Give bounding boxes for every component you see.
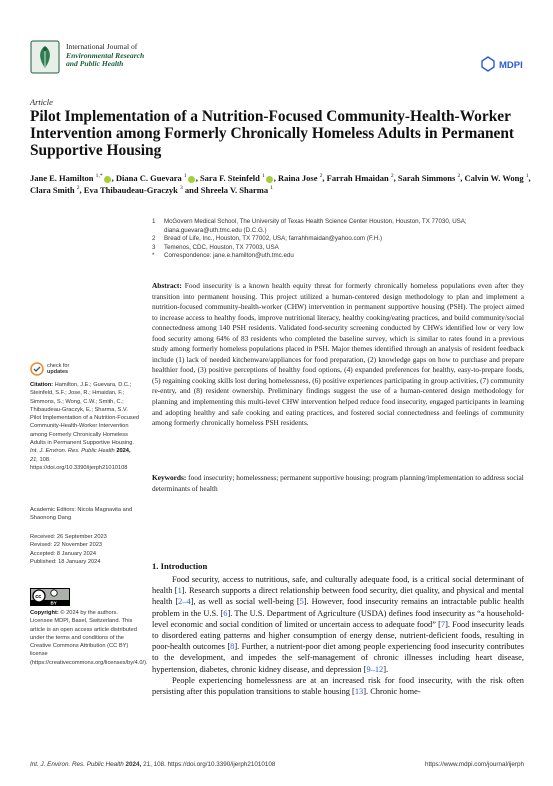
- affiliation-item: [152, 218, 532, 235]
- footer-journal: Int. J. Environ. Res. Public Health: [30, 761, 124, 768]
- orcid-icon[interactable]: [266, 176, 273, 183]
- copyright-block: [30, 609, 148, 667]
- mdpi-text: MDPI: [499, 60, 523, 71]
- affiliation-mark: 1: [152, 218, 156, 225]
- author-name: Raina Jose $^2$: [278, 173, 323, 183]
- affiliation-text: Correspondence: jane.e.hamilton@uth.tmc.edu: [164, 252, 294, 259]
- intro-paragraph-2: People experiencing homelessness are at an increased risk for food insecurity, with the risk often persisting after this population transitions to stable housing [13]. Chronic home-: [152, 675, 524, 697]
- journal-line-1: International Journal of: [66, 42, 138, 51]
- journal-line-3: and Public Health: [66, 59, 124, 69]
- author-affiliation-mark: 2: [319, 173, 323, 180]
- citation-year: 2024,: [116, 448, 131, 455]
- check-line-2: updates: [47, 369, 69, 375]
- author-affiliation-mark: 1,*: [95, 173, 103, 180]
- received-date: Received: 26 September 2023: [30, 534, 107, 540]
- published-date: Published: 18 January 2024: [30, 558, 101, 565]
- citation-reference-link[interactable]: 5: [299, 597, 304, 607]
- author-list: Jane E. Hamilton $^{1,*}$ , Diana C. Guevara $^1$ , Sara F. Steinfeld $^1$ , Raina Jose $^2$, Farrah Hmaidan $^2$, Sarah Simmons $^2$, Calvin W. Wong $^1$, Clara Smith $^2$, Eva Thibaudeau-Graczyk $^3$ and Shreela V. Sharma $^1$: [30, 173, 531, 195]
- citation-reference-link[interactable]: 1: [177, 586, 182, 596]
- keywords-text: food insecurity; homelessness; permanent supportive housing; program planning/implementation to address social determinants of health: [152, 473, 524, 493]
- author-affiliation-mark: 2: [76, 184, 80, 191]
- citation-doi-link[interactable]: 108. https://doi.org/10.3390/ijerph21010108: [30, 456, 128, 471]
- author-name: Diana C. Guevara $^1$: [115, 173, 187, 183]
- footer-journal-url[interactable]: https://www.mdpi.com/journal/ijerph: [424, 761, 524, 768]
- by-label: BY: [50, 600, 57, 606]
- author-name: Clara Smith $^2$: [30, 184, 80, 195]
- citation-reference-link[interactable]: 13: [354, 687, 364, 697]
- author-affiliation-mark: 1: [270, 184, 273, 191]
- author-name: Calvin W. Wong $^1$: [464, 173, 529, 183]
- accepted-date: Accepted: 8 January 2024: [30, 550, 97, 557]
- section-heading-introduction: 1. Introduction: [152, 561, 208, 571]
- mdpi-logo: [480, 54, 524, 74]
- author-name: Sarah Simmons $^2$: [397, 173, 461, 183]
- citation-reference-link[interactable]: 7: [440, 619, 446, 629]
- author-affiliation-mark: 3: [180, 184, 183, 191]
- journal-line-2: Environmental Research: [66, 50, 145, 60]
- check-for-updates-button[interactable]: [30, 360, 90, 378]
- citation-reference-link[interactable]: 2–4: [178, 597, 191, 607]
- author-name: Eva Thibaudeau-Graczyk $^3$: [83, 184, 183, 195]
- author-name: Shreela V. Sharma $^1$: [200, 184, 273, 195]
- citation-reference-link[interactable]: 8: [230, 642, 235, 652]
- citation-volume: 21,: [30, 456, 38, 463]
- intro-paragraph-1: Food security, access to nutritious, safe, and culturally adequate food, is a critical social determinant of health [1]. Research supports a direct relationship between food security, diet quality, and physical and mental health [2–4], as well as social well-being [5]. However, food insecurity remains an intractable public health problem in the U.S. [6]. The U.S. Department of Agriculture (USDA) defines food insecurity as “a household-level economic and social condition of limited or uncertain access to adequate food” [7]. Food insecurity leads to disordered eating patterns and higher consumption of energy dense, nutrient-deficient foods, resulting in poor-health outcomes [8]. Further, a nutrient-poor diet among people experiencing food insecurity contributes to the development, and impedes the self-management of chronic illnesses including heart disease, hypertension, diabetes, chronic kidney disease, and depression [9–12].: [152, 575, 525, 674]
- article-type-label: Article: [30, 98, 53, 107]
- affiliation-text: Bread of Life, Inc., Houston, TX 77002, USA; farrahhmaidan@yahoo.com (F.H.): [164, 235, 383, 242]
- orcid-icon[interactable]: [104, 176, 111, 183]
- affiliation-item: [152, 252, 532, 261]
- author-name: Jane E. Hamilton $^{1,*}$: [30, 173, 103, 183]
- dates-block: [30, 533, 140, 566]
- author-name: Farrah Hmaidan $^2$: [326, 173, 394, 183]
- introduction-body: [152, 574, 524, 697]
- citation-label: Citation:: [30, 382, 54, 388]
- journal-name: [66, 43, 144, 69]
- author-affiliation-mark: 2: [390, 173, 394, 180]
- affiliations: [152, 218, 532, 261]
- affiliation-item: [152, 235, 532, 244]
- check-line-1: check for: [47, 362, 70, 369]
- orcid-icon[interactable]: [188, 176, 195, 183]
- footer-year: 2024,: [125, 761, 142, 768]
- journal-logo-icon: [30, 40, 60, 74]
- citation-reference-link[interactable]: 9–12: [366, 664, 384, 674]
- abstract: [152, 281, 524, 429]
- abstract-label: Abstract:: [152, 281, 182, 290]
- article-title: Pilot Implementation of a Nutrition-Focused Community-Health-Worker Intervention among Formerly Chronically Homeless Adults in Permanent Supportive Housing: [30, 108, 515, 159]
- cc-by-license-icon[interactable]: [30, 588, 70, 606]
- footer-doi[interactable]: 21, 108. https://doi.org/10.3390/ijerph21010108: [143, 761, 276, 768]
- affiliation-item: [152, 244, 532, 253]
- author-affiliation-mark: 2: [457, 173, 461, 180]
- academic-editors: Academic Editors: Nicola Magnavita and Shaonong Dang: [30, 507, 133, 522]
- keywords: [152, 473, 524, 494]
- copyright-label: Copyright:: [30, 610, 59, 616]
- citation-block: [30, 381, 140, 472]
- citation-reference-link[interactable]: 6: [223, 608, 228, 618]
- abstract-text: Food insecurity is a known health equity threat for formerly chronically homeless populations even after they transition into permanent housing. This project utilized a human-centered design methodology to plan and implement a nutrition-focused community-health-worker (CHW) intervention in permanent supportive housing (PSH). The project aimed to increase access to healthy foods, improve nutritional literacy, healthy cooking/eating practices, and build community/social connectedness among 140 PSH residents. Validated food-security screening conducted by CHWs identified low or very low food security among 64% of 83 residents who completed the baseline survey, which is similar to rates found in a previous study among formerly homeless populations placed in PSH. Major themes identified through an analysis of resident feedback include (1) lack of needed kitchenware/appliances for food preparation, (2) knowledge gaps on how to purchase and prepare healthier food, (3) positive perceptions of healthy food options, (4) expanded preferences for healthy, easy-to-prepare foods, (5) regaining cooking skills lost during homelessness, (6) positive experiences participating in group activities, (7) community re-entry, and (8) resident ownership. Preliminary findings suggest the use of a human-centered design methodology for planning and implementing this multi-level CHW intervention helped reduce food insecurity, engaged participants in learning and adopting healthy and safe cooking and eating practices, and fostered social connectedness and feelings of community among formerly chronically homeless PSH residents.: [152, 281, 524, 428]
- affiliation-text: Temenos, CDC, Houston, TX 77003, USA: [164, 243, 279, 251]
- copyright-text: © 2024 by the authors. Licensee MDPI, Basel, Switzerland. This article is an open access article distributed under the terms and conditions of the Creative Commons Attribution (CC BY) license (https://creativecommons.org/licenses/by/4.0/).: [30, 610, 148, 666]
- cc-label: cc: [35, 594, 42, 600]
- author-name: Sara F. Steinfeld $^1$: [199, 173, 265, 183]
- affiliation-mark: *: [152, 252, 155, 259]
- affiliation-text: McGovern Medical School, The University of Texas Health Science Center Houston, Houston, TX 77030, USA; diana.guevara@uth.tmc.edu (D.C.G.): [164, 218, 467, 234]
- check-updates-icon: [30, 362, 44, 376]
- author-affiliation-mark: 1: [183, 173, 187, 180]
- citation-journal: Int. J. Environ. Res. Public Health: [30, 448, 115, 455]
- page-footer: [30, 761, 524, 768]
- author-affiliation-mark: 1: [525, 173, 529, 180]
- author-affiliation-mark: 1: [261, 173, 265, 180]
- revised-date: Revised: 22 November 2023: [30, 542, 103, 549]
- citation-text: Hamilton, J.E.; Guevara, D.C.; Steinfeld, S.F.; Jose, R.; Hmaidan, F.; Simmons, S.; Wong, C.W.; Smith, C.; Thibaudeau-Graczyk, E.; Sharma, S.V. Pilot Implementation of a Nutrition-Focused Community-Health-Worker Intervention among Formerly Chronically Homeless Adults in Permanent Supportive Housing.: [30, 382, 140, 447]
- affiliation-mark: 2: [152, 235, 156, 242]
- keywords-label: Keywords:: [152, 473, 187, 482]
- affiliation-mark: 3: [152, 243, 156, 251]
